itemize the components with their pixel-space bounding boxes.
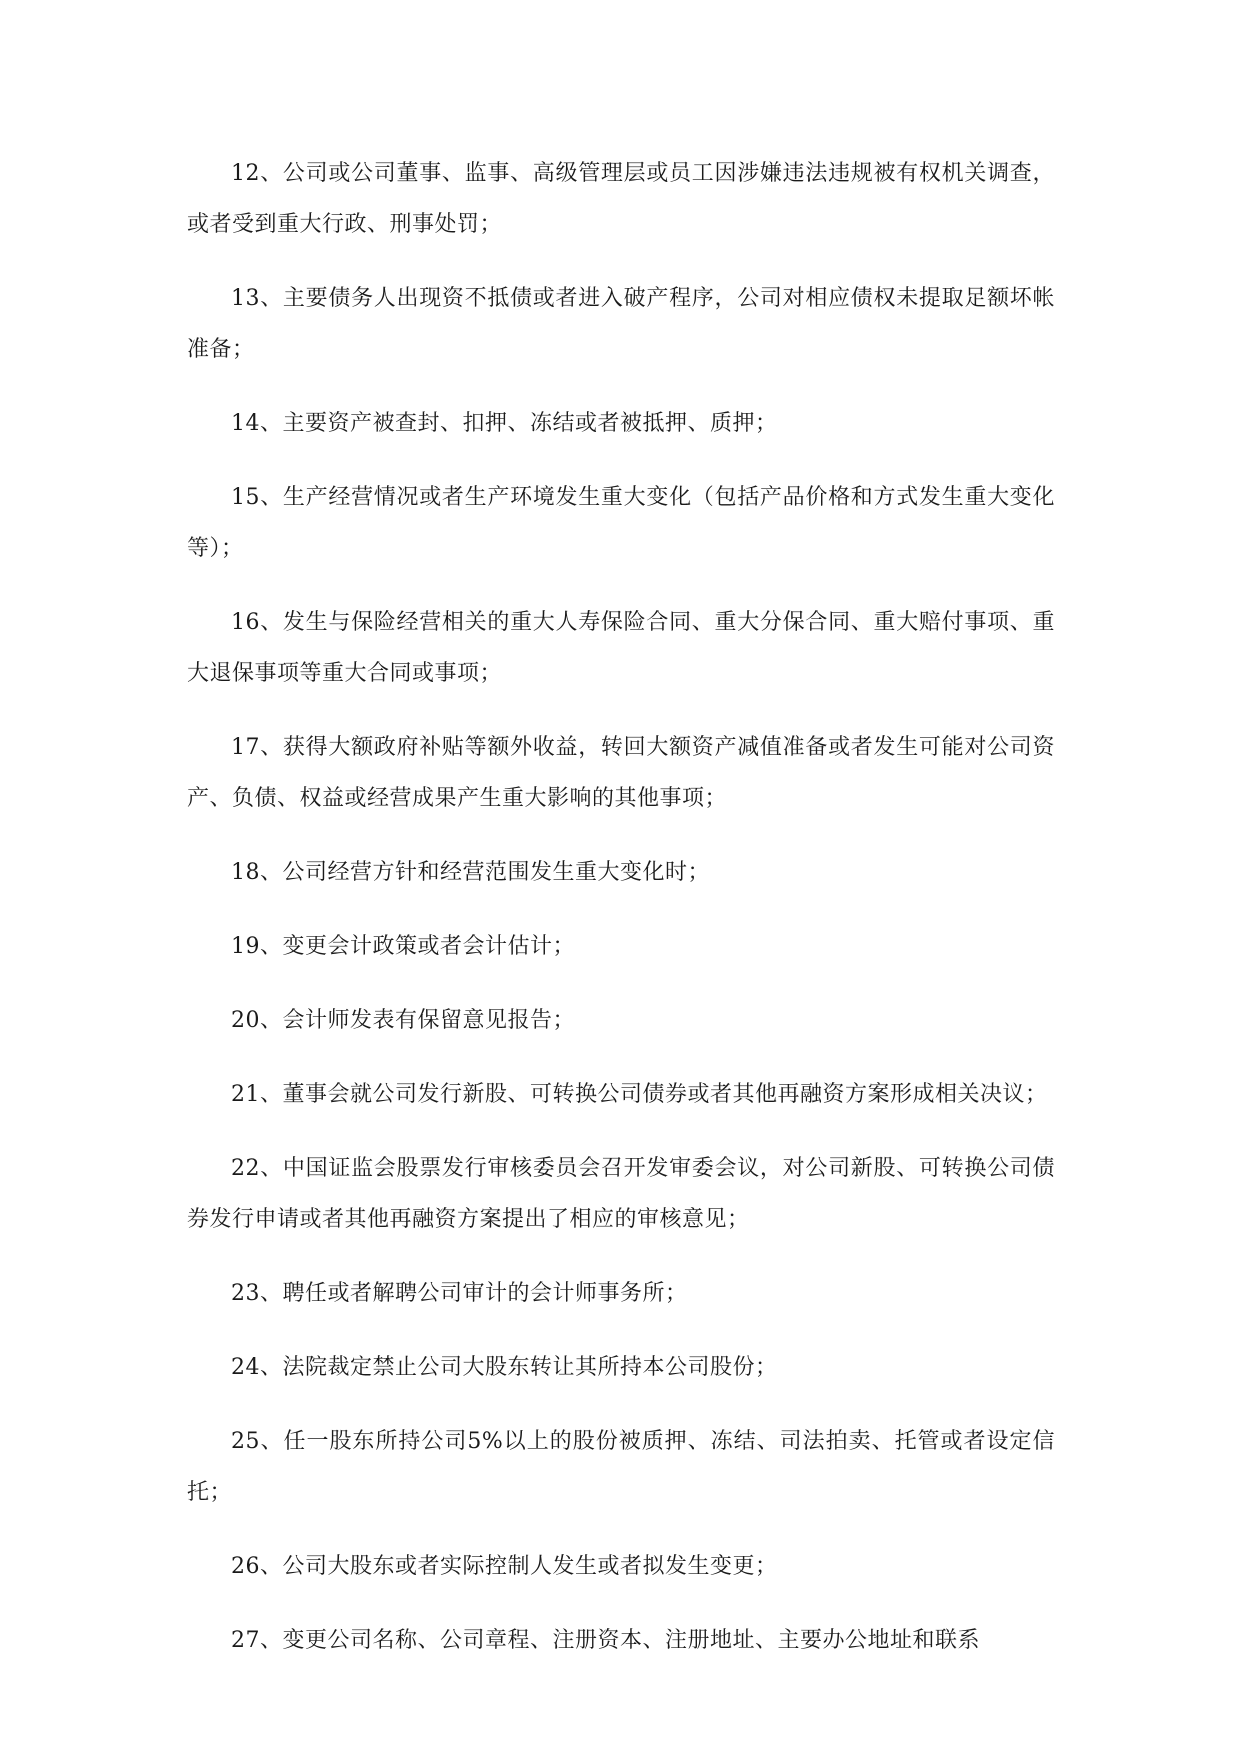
list-item: 15、生产经营情况或者生产环境发生重大变化（包括产品价格和方式发生重大变化等）；	[187, 485, 1055, 561]
list-item: 13、主要债务人出现资不抵债或者进入破产程序，公司对相应债权未提取足额坏帐准备；	[187, 286, 1055, 362]
list-item: 16、发生与保险经营相关的重大人寿保险合同、重大分保合同、重大赔付事项、重大退保事项等重大合同或事项；	[187, 610, 1055, 686]
list-item: 21、董事会就公司发行新股、可转换公司债券或者其他再融资方案形成相关决议；	[231, 1082, 1048, 1107]
list-item: 19、变更会计政策或者会计估计；	[231, 934, 575, 959]
list-item: 27、变更公司名称、公司章程、注册资本、注册地址、主要办公地址和联系	[231, 1628, 980, 1653]
list-item: 20、会计师发表有保留意见报告；	[231, 1008, 575, 1033]
list-item: 24、法院裁定禁止公司大股东转让其所持本公司股份；	[231, 1355, 778, 1380]
list-item: 25、任一股东所持公司5%以上的股份被质押、冻结、司法拍卖、托管或者设定信托；	[187, 1429, 1055, 1505]
list-item: 22、中国证监会股票发行审核委员会召开发审委会议，对公司新股、可转换公司债券发行申请或者其他再融资方案提出了相应的审核意见；	[187, 1156, 1055, 1232]
list-item: 14、主要资产被查封、扣押、冻结或者被抵押、质押；	[231, 411, 778, 436]
list-item: 12、公司或公司董事、监事、高级管理层或员工因涉嫌违法违规被有权机关调查，或者受到重大行政、刑事处罚；	[187, 161, 1055, 237]
list-item: 23、聘任或者解聘公司审计的会计师事务所；	[231, 1281, 688, 1306]
list-item: 18、公司经营方针和经营范围发生重大变化时；	[231, 860, 710, 885]
list-item: 26、公司大股东或者实际控制人发生或者拟发生变更；	[231, 1554, 778, 1579]
list-item: 17、获得大额政府补贴等额外收益，转回大额资产减值准备或者发生可能对公司资产、负债、权益或经营成果产生重大影响的其他事项；	[187, 735, 1055, 811]
document-page	[187, 148, 1055, 1689]
